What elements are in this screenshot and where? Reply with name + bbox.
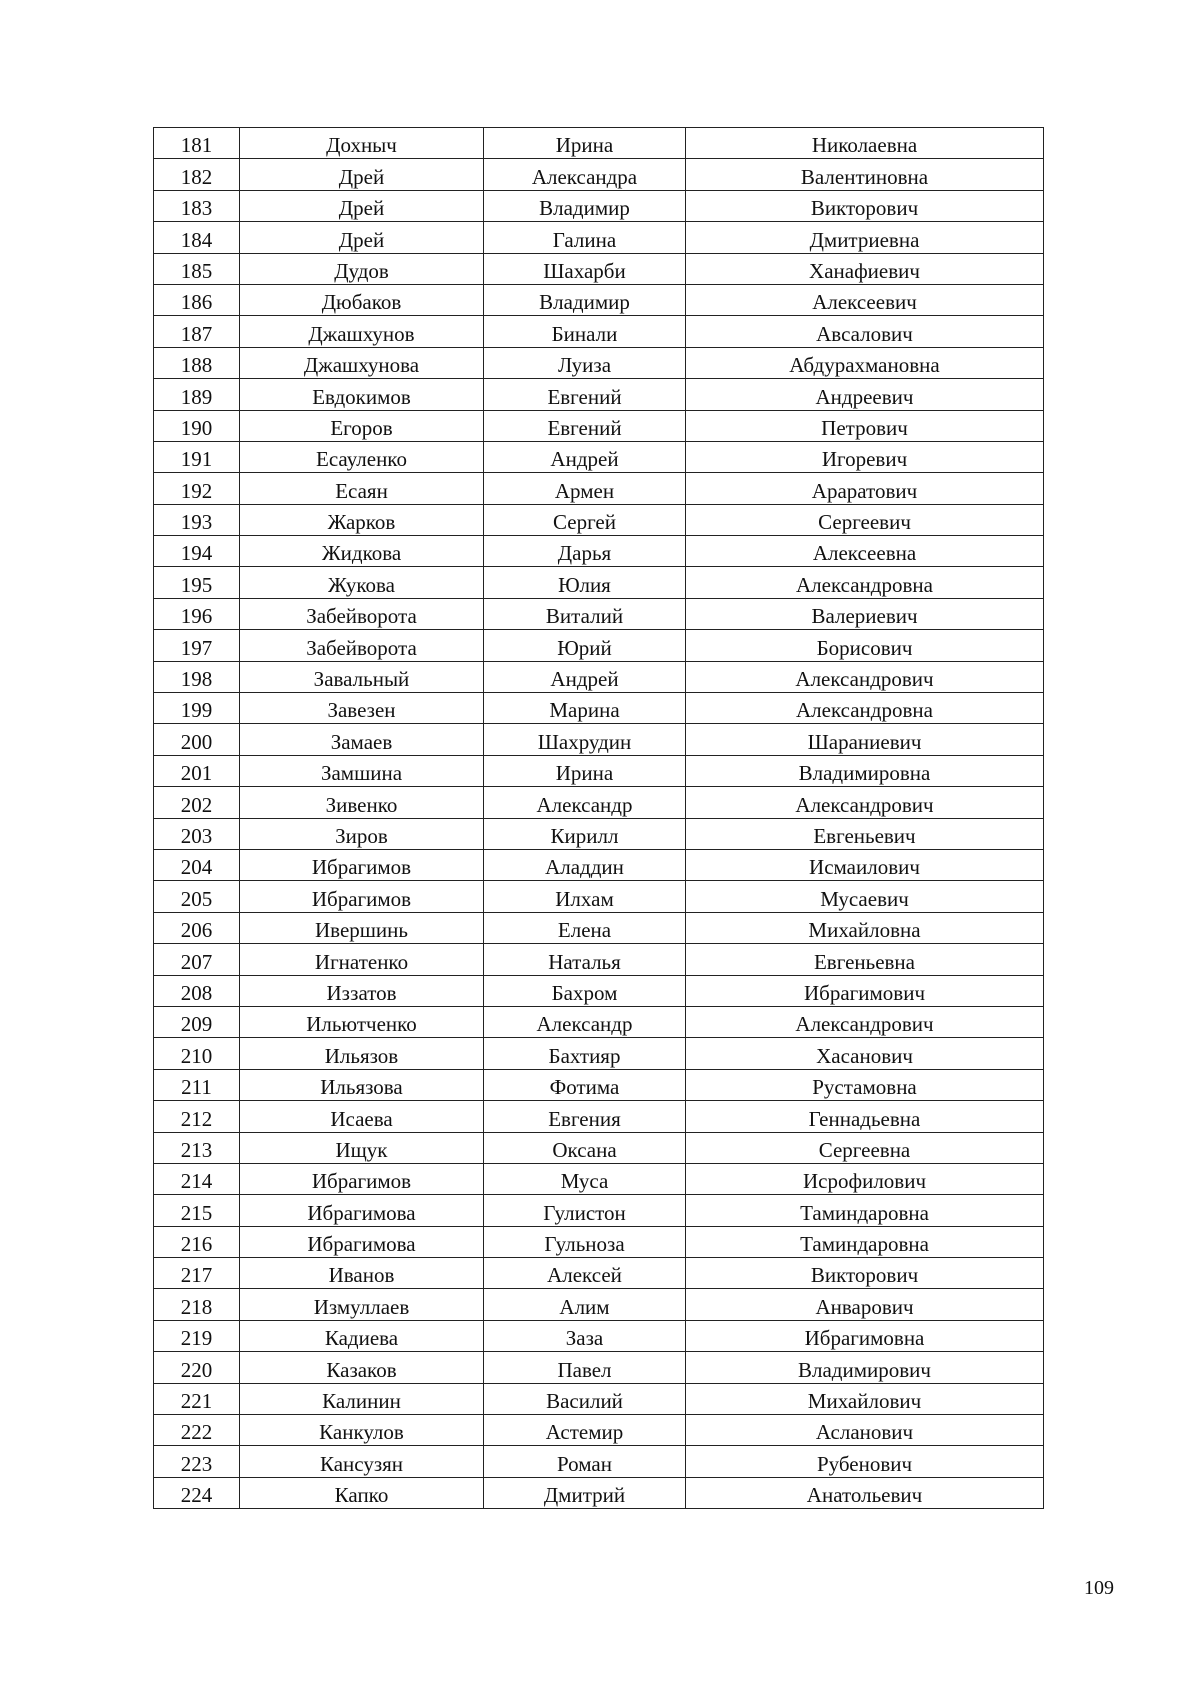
row-number-cell: 223 [154,1446,240,1477]
row-number-cell: 216 [154,1226,240,1257]
row-number-cell: 191 [154,441,240,472]
row-number-cell: 188 [154,347,240,378]
table-row [154,755,1044,786]
first-name-cell: Ирина [484,128,686,159]
first-name-cell: Андрей [484,661,686,692]
patronymic-cell: Александрович [686,661,1044,692]
patronymic-cell: Валентиновна [686,159,1044,190]
table-row [154,284,1044,315]
patronymic-cell: Исмаилович [686,849,1044,880]
first-name-cell: Владимир [484,190,686,221]
table-row [154,1289,1044,1320]
row-number-cell: 187 [154,316,240,347]
last-name-cell: Жукова [240,567,484,598]
table-row [154,693,1044,724]
first-name-cell: Ирина [484,755,686,786]
row-number-cell: 201 [154,755,240,786]
table-row [154,1320,1044,1351]
first-name-cell: Василий [484,1383,686,1414]
row-number-cell: 209 [154,1006,240,1037]
patronymic-cell: Анварович [686,1289,1044,1320]
last-name-cell: Ибрагимов [240,849,484,880]
table-row [154,1258,1044,1289]
last-name-cell: Замшина [240,755,484,786]
patronymic-cell: Ибрагимовна [686,1320,1044,1351]
first-name-cell: Астемир [484,1415,686,1446]
row-number-cell: 199 [154,693,240,724]
last-name-cell: Ивершинь [240,912,484,943]
row-number-cell: 194 [154,536,240,567]
table-row [154,190,1044,221]
patronymic-cell: Рубенович [686,1446,1044,1477]
last-name-cell: Жидкова [240,536,484,567]
table-row [154,473,1044,504]
patronymic-cell: Авсалович [686,316,1044,347]
table-row [154,222,1044,253]
patronymic-cell: Исрофилович [686,1163,1044,1194]
last-name-cell: Канкулов [240,1415,484,1446]
patronymic-cell: Игоревич [686,441,1044,472]
table-row [154,128,1044,159]
table-row [154,1163,1044,1194]
patronymic-cell: Дмитриевна [686,222,1044,253]
last-name-cell: Дудов [240,253,484,284]
table-row [154,1446,1044,1477]
patronymic-cell: Мусаевич [686,881,1044,912]
first-name-cell: Заза [484,1320,686,1351]
table-row [154,1069,1044,1100]
row-number-cell: 208 [154,975,240,1006]
last-name-cell: Ибрагимов [240,1163,484,1194]
row-number-cell: 205 [154,881,240,912]
patronymic-cell: Сергеевна [686,1132,1044,1163]
patronymic-cell: Геннадьевна [686,1101,1044,1132]
first-name-cell: Александра [484,159,686,190]
patronymic-cell: Михайловна [686,912,1044,943]
patronymic-cell: Таминдаровна [686,1195,1044,1226]
first-name-cell: Дарья [484,536,686,567]
row-number-cell: 207 [154,944,240,975]
table-row [154,536,1044,567]
last-name-cell: Калинин [240,1383,484,1414]
table-row [154,567,1044,598]
patronymic-cell: Валериевич [686,598,1044,629]
table-row [154,1132,1044,1163]
name-table [153,127,1044,1509]
patronymic-cell: Николаевна [686,128,1044,159]
last-name-cell: Есауленко [240,441,484,472]
first-name-cell: Юлия [484,567,686,598]
first-name-cell: Павел [484,1352,686,1383]
last-name-cell: Кансузян [240,1446,484,1477]
last-name-cell: Ибрагимов [240,881,484,912]
row-number-cell: 182 [154,159,240,190]
first-name-cell: Илхам [484,881,686,912]
row-number-cell: 195 [154,567,240,598]
first-name-cell: Андрей [484,441,686,472]
row-number-cell: 181 [154,128,240,159]
first-name-cell: Шахрудин [484,724,686,755]
first-name-cell: Бинали [484,316,686,347]
patronymic-cell: Шараниевич [686,724,1044,755]
first-name-cell: Евгений [484,410,686,441]
first-name-cell: Муса [484,1163,686,1194]
row-number-cell: 186 [154,284,240,315]
patronymic-cell: Борисович [686,630,1044,661]
last-name-cell: Есаян [240,473,484,504]
first-name-cell: Луиза [484,347,686,378]
patronymic-cell: Рустамовна [686,1069,1044,1100]
row-number-cell: 185 [154,253,240,284]
last-name-cell: Забейворота [240,598,484,629]
last-name-cell: Зиров [240,818,484,849]
first-name-cell: Елена [484,912,686,943]
patronymic-cell: Александровна [686,567,1044,598]
first-name-cell: Виталий [484,598,686,629]
table-row [154,787,1044,818]
last-name-cell: Забейворота [240,630,484,661]
last-name-cell: Иззатов [240,975,484,1006]
first-name-cell: Армен [484,473,686,504]
first-name-cell: Аладдин [484,849,686,880]
row-number-cell: 200 [154,724,240,755]
last-name-cell: Ибрагимова [240,1226,484,1257]
last-name-cell: Ильютченко [240,1006,484,1037]
row-number-cell: 183 [154,190,240,221]
table-row [154,912,1044,943]
table-row [154,1101,1044,1132]
row-number-cell: 220 [154,1352,240,1383]
first-name-cell: Шахарби [484,253,686,284]
row-number-cell: 202 [154,787,240,818]
first-name-cell: Бахром [484,975,686,1006]
last-name-cell: Евдокимов [240,379,484,410]
first-name-cell: Марина [484,693,686,724]
last-name-cell: Игнатенко [240,944,484,975]
last-name-cell: Иванов [240,1258,484,1289]
last-name-cell: Дохныч [240,128,484,159]
row-number-cell: 218 [154,1289,240,1320]
row-number-cell: 217 [154,1258,240,1289]
patronymic-cell: Сергеевич [686,504,1044,535]
first-name-cell: Гулистон [484,1195,686,1226]
patronymic-cell: Араратович [686,473,1044,504]
table-row [154,1383,1044,1414]
first-name-cell: Сергей [484,504,686,535]
last-name-cell: Ильязов [240,1038,484,1069]
first-name-cell: Кирилл [484,818,686,849]
table-row [154,1226,1044,1257]
row-number-cell: 192 [154,473,240,504]
last-name-cell: Дюбаков [240,284,484,315]
table-row [154,1352,1044,1383]
table-row [154,661,1044,692]
first-name-cell: Александр [484,787,686,818]
patronymic-cell: Абдурахмановна [686,347,1044,378]
first-name-cell: Дмитрий [484,1477,686,1508]
last-name-cell: Джашхунов [240,316,484,347]
row-number-cell: 190 [154,410,240,441]
table-row [154,1006,1044,1037]
table-row [154,441,1044,472]
last-name-cell: Исаева [240,1101,484,1132]
first-name-cell: Владимир [484,284,686,315]
last-name-cell: Егоров [240,410,484,441]
table-row [154,1477,1044,1508]
last-name-cell: Завезен [240,693,484,724]
first-name-cell: Фотима [484,1069,686,1100]
table-row [154,1038,1044,1069]
last-name-cell: Жарков [240,504,484,535]
table-row [154,944,1044,975]
table-row [154,379,1044,410]
last-name-cell: Дрей [240,222,484,253]
patronymic-cell: Александрович [686,1006,1044,1037]
last-name-cell: Завальный [240,661,484,692]
row-number-cell: 221 [154,1383,240,1414]
patronymic-cell: Анатольевич [686,1477,1044,1508]
last-name-cell: Измуллаев [240,1289,484,1320]
table-row [154,504,1044,535]
row-number-cell: 204 [154,849,240,880]
first-name-cell: Роман [484,1446,686,1477]
patronymic-cell: Алексеевна [686,536,1044,567]
table-row [154,159,1044,190]
row-number-cell: 224 [154,1477,240,1508]
first-name-cell: Александр [484,1006,686,1037]
row-number-cell: 213 [154,1132,240,1163]
table-row [154,724,1044,755]
first-name-cell: Евгения [484,1101,686,1132]
patronymic-cell: Владимирович [686,1352,1044,1383]
page-number: 109 [1084,1577,1114,1599]
table-row [154,347,1044,378]
row-number-cell: 196 [154,598,240,629]
first-name-cell: Наталья [484,944,686,975]
table-row [154,253,1044,284]
last-name-cell: Дрей [240,190,484,221]
last-name-cell: Ильязова [240,1069,484,1100]
row-number-cell: 189 [154,379,240,410]
patronymic-cell: Петрович [686,410,1044,441]
row-number-cell: 215 [154,1195,240,1226]
patronymic-cell: Александровна [686,693,1044,724]
patronymic-cell: Алексеевич [686,284,1044,315]
last-name-cell: Дрей [240,159,484,190]
last-name-cell: Ищук [240,1132,484,1163]
first-name-cell: Гульноза [484,1226,686,1257]
patronymic-cell: Ибрагимович [686,975,1044,1006]
table-row [154,1195,1044,1226]
patronymic-cell: Владимировна [686,755,1044,786]
last-name-cell: Казаков [240,1352,484,1383]
table-row [154,975,1044,1006]
row-number-cell: 198 [154,661,240,692]
patronymic-cell: Асланович [686,1415,1044,1446]
last-name-cell: Капко [240,1477,484,1508]
patronymic-cell: Хасанович [686,1038,1044,1069]
last-name-cell: Джашхунова [240,347,484,378]
patronymic-cell: Евгеньевич [686,818,1044,849]
table-row [154,598,1044,629]
row-number-cell: 197 [154,630,240,661]
row-number-cell: 210 [154,1038,240,1069]
row-number-cell: 193 [154,504,240,535]
last-name-cell: Кадиева [240,1320,484,1351]
first-name-cell: Галина [484,222,686,253]
patronymic-cell: Таминдаровна [686,1226,1044,1257]
row-number-cell: 219 [154,1320,240,1351]
row-number-cell: 184 [154,222,240,253]
patronymic-cell: Евгеньевна [686,944,1044,975]
first-name-cell: Бахтияр [484,1038,686,1069]
patronymic-cell: Михайлович [686,1383,1044,1414]
last-name-cell: Зивенко [240,787,484,818]
row-number-cell: 214 [154,1163,240,1194]
table-row [154,881,1044,912]
name-table-body [154,128,1044,1509]
patronymic-cell: Викторович [686,190,1044,221]
row-number-cell: 203 [154,818,240,849]
table-row [154,630,1044,661]
row-number-cell: 206 [154,912,240,943]
last-name-cell: Замаев [240,724,484,755]
first-name-cell: Юрий [484,630,686,661]
last-name-cell: Ибрагимова [240,1195,484,1226]
table-row [154,316,1044,347]
row-number-cell: 222 [154,1415,240,1446]
row-number-cell: 211 [154,1069,240,1100]
patronymic-cell: Викторович [686,1258,1044,1289]
first-name-cell: Евгений [484,379,686,410]
row-number-cell: 212 [154,1101,240,1132]
table-row [154,1415,1044,1446]
patronymic-cell: Ханафиевич [686,253,1044,284]
first-name-cell: Оксана [484,1132,686,1163]
patronymic-cell: Александрович [686,787,1044,818]
first-name-cell: Алим [484,1289,686,1320]
table-row [154,818,1044,849]
first-name-cell: Алексей [484,1258,686,1289]
patronymic-cell: Андреевич [686,379,1044,410]
table-row [154,410,1044,441]
table-row [154,849,1044,880]
